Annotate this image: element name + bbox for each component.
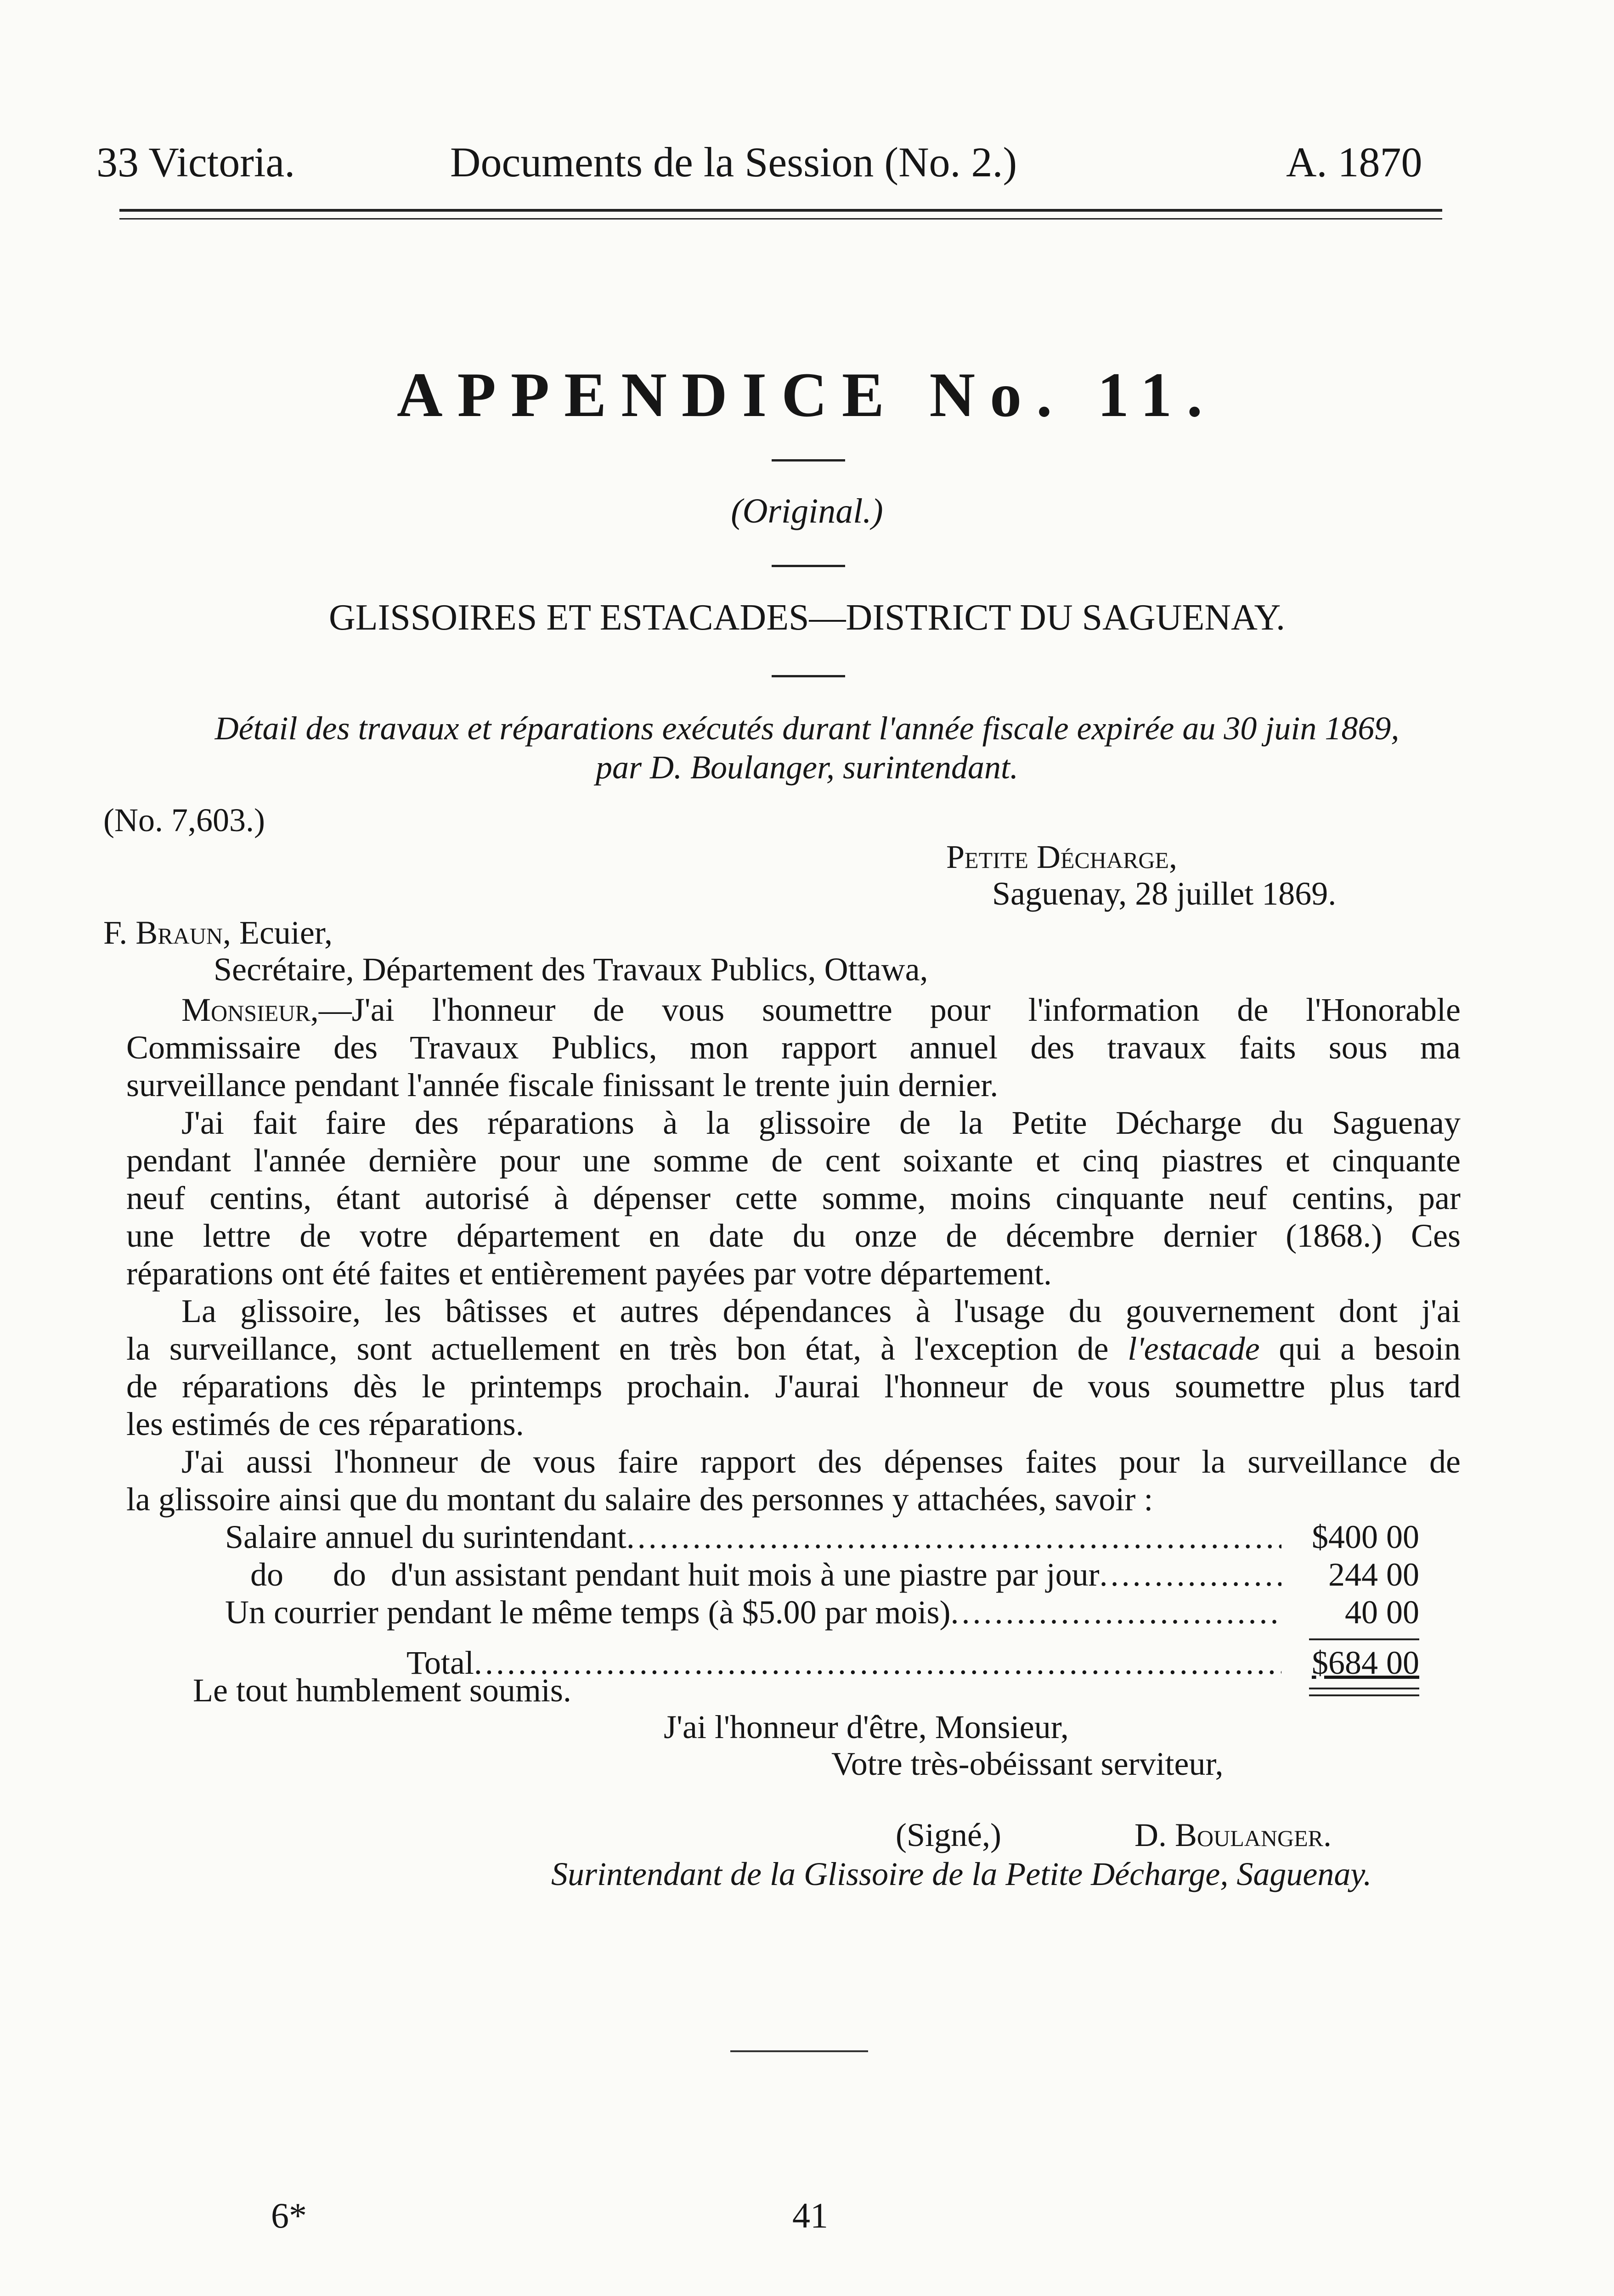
para1-line3: surveillance pendant l'année fiscale finissant le trente juin dernier.: [126, 1067, 999, 1103]
addressee-name: F. Braun,: [103, 914, 231, 951]
signed: (Signé,): [896, 1817, 1001, 1853]
place-date: Saguenay, 28 juillet 1869.: [992, 875, 1337, 912]
total-rule-1: [1309, 1688, 1419, 1689]
expense-label: Salaire annuel du surintendant: [225, 1519, 626, 1555]
signer: D. Boulanger.: [1134, 1817, 1332, 1853]
salutation: Monsieur,: [181, 991, 319, 1028]
doc-number: (No. 7,603.): [103, 802, 265, 838]
divider-2: [772, 565, 845, 567]
closing: Le tout humblement soumis.: [193, 1672, 571, 1709]
sign-line-2: Votre très-obéissant serviteur,: [831, 1745, 1224, 1782]
para1-line1: Monsieur,—J'ai l'honneur de vous soumettre pour l'information de l'Honorable: [181, 991, 1461, 1028]
para1-line2: Commissaire des Travaux Publics, mon rapport annuel des travaux faits sous ma: [126, 1029, 1461, 1066]
total-amount: $684 00: [1312, 1644, 1419, 1681]
expense-amount: 40 00: [1345, 1594, 1419, 1631]
para4-line1: J'ai aussi l'honneur de vous faire rapport des dépenses faites pour la surveillance de: [181, 1443, 1461, 1480]
leader-dots: [626, 1518, 1281, 1556]
estacade-word: l'estacade: [1128, 1330, 1260, 1367]
header-rule-thin: [119, 218, 1442, 219]
footer-left: 6*: [271, 2195, 307, 2235]
para2-line1: J'ai fait faire des réparations à la glissoire de la Petite Décharge du Saguenay: [181, 1104, 1461, 1141]
page-number: 41: [792, 2195, 828, 2235]
para3-line2: la surveillance, sont actuellement en très bon état, à l'exception de l'estacade qui a besoin: [126, 1330, 1461, 1367]
footer-rule: [730, 2050, 868, 2052]
original-note: (Original.): [731, 492, 883, 530]
signer-title: Surintendant de la Glissoire de la Petite Décharge, Saguenay.: [551, 1856, 1372, 1892]
leader-dots: [474, 1644, 1281, 1682]
para2-line5: réparations ont été faites et entièrement payées par votre département.: [126, 1255, 1052, 1292]
expense-amount: 244 00: [1328, 1556, 1419, 1593]
appendix-title: APPENDICE No. 11.: [396, 360, 1218, 430]
expense-row: [250, 1556, 1419, 1594]
addressee-dept: Secrétaire, Département des Travaux Publics, Ottawa,: [214, 951, 928, 988]
subtotal-rule: [1309, 1638, 1419, 1640]
leader-dots: [1100, 1556, 1281, 1594]
header-right: A. 1870: [1286, 139, 1422, 186]
expense-row: [225, 1518, 1419, 1556]
para3-line4: les estimés de ces réparations.: [126, 1406, 524, 1442]
header-rule-thick: [119, 209, 1442, 212]
para3-line3: de réparations dès le printemps prochain. J'aurai l'honneur de vous soumettre plus tard: [126, 1368, 1461, 1405]
place: Petite Décharge,: [946, 838, 1177, 875]
total-rule-2: [1309, 1694, 1419, 1696]
addressee-title: Ecuier,: [239, 914, 333, 951]
expense-label: Un courrier pendant le même temps (à $5.00 par mois): [225, 1594, 951, 1631]
total-label: Total: [406, 1644, 474, 1681]
para2-line2: pendant l'année dernière pour une somme de cent soixante et cinq piastres et cinquante: [126, 1142, 1461, 1179]
divider-1: [772, 459, 845, 461]
leader-dots: [951, 1593, 1282, 1632]
sign-line-1: J'ai l'honneur d'être, Monsieur,: [664, 1709, 1069, 1745]
main-heading: GLISSOIRES ET ESTACADES—DISTRICT DU SAGUENAY.: [329, 597, 1285, 638]
expense-amount: $400 00: [1312, 1519, 1419, 1555]
para3-line1: La glissoire, les bâtisses et autres dépendances à l'usage du gouvernement dont j'ai: [181, 1293, 1461, 1329]
header-left: 33 Victoria.: [96, 139, 295, 186]
addressee: [103, 914, 333, 951]
expense-label: do do d'un assistant pendant huit mois à une piastre par jour: [250, 1556, 1100, 1593]
divider-3: [772, 675, 845, 677]
subtitle-line-2: par D. Boulanger, surintendant.: [595, 749, 1018, 786]
expense-row: [225, 1593, 1419, 1632]
para2-line4: une lettre de votre département en date du onze de décembre dernier (1868.) Ces: [126, 1217, 1461, 1254]
para4-line2: la glissoire ainsi que du montant du salaire des personnes y attachées, savoir :: [126, 1481, 1153, 1518]
para2-line3: neuf centins, étant autorisé à dépenser cette somme, moins cinquante neuf centins, par: [126, 1180, 1461, 1216]
header-center: Documents de la Session (No. 2.): [450, 139, 1017, 186]
subtitle-line-1: Détail des travaux et réparations exécutés durant l'année fiscale expirée au 30 juin 1869,: [214, 710, 1400, 747]
